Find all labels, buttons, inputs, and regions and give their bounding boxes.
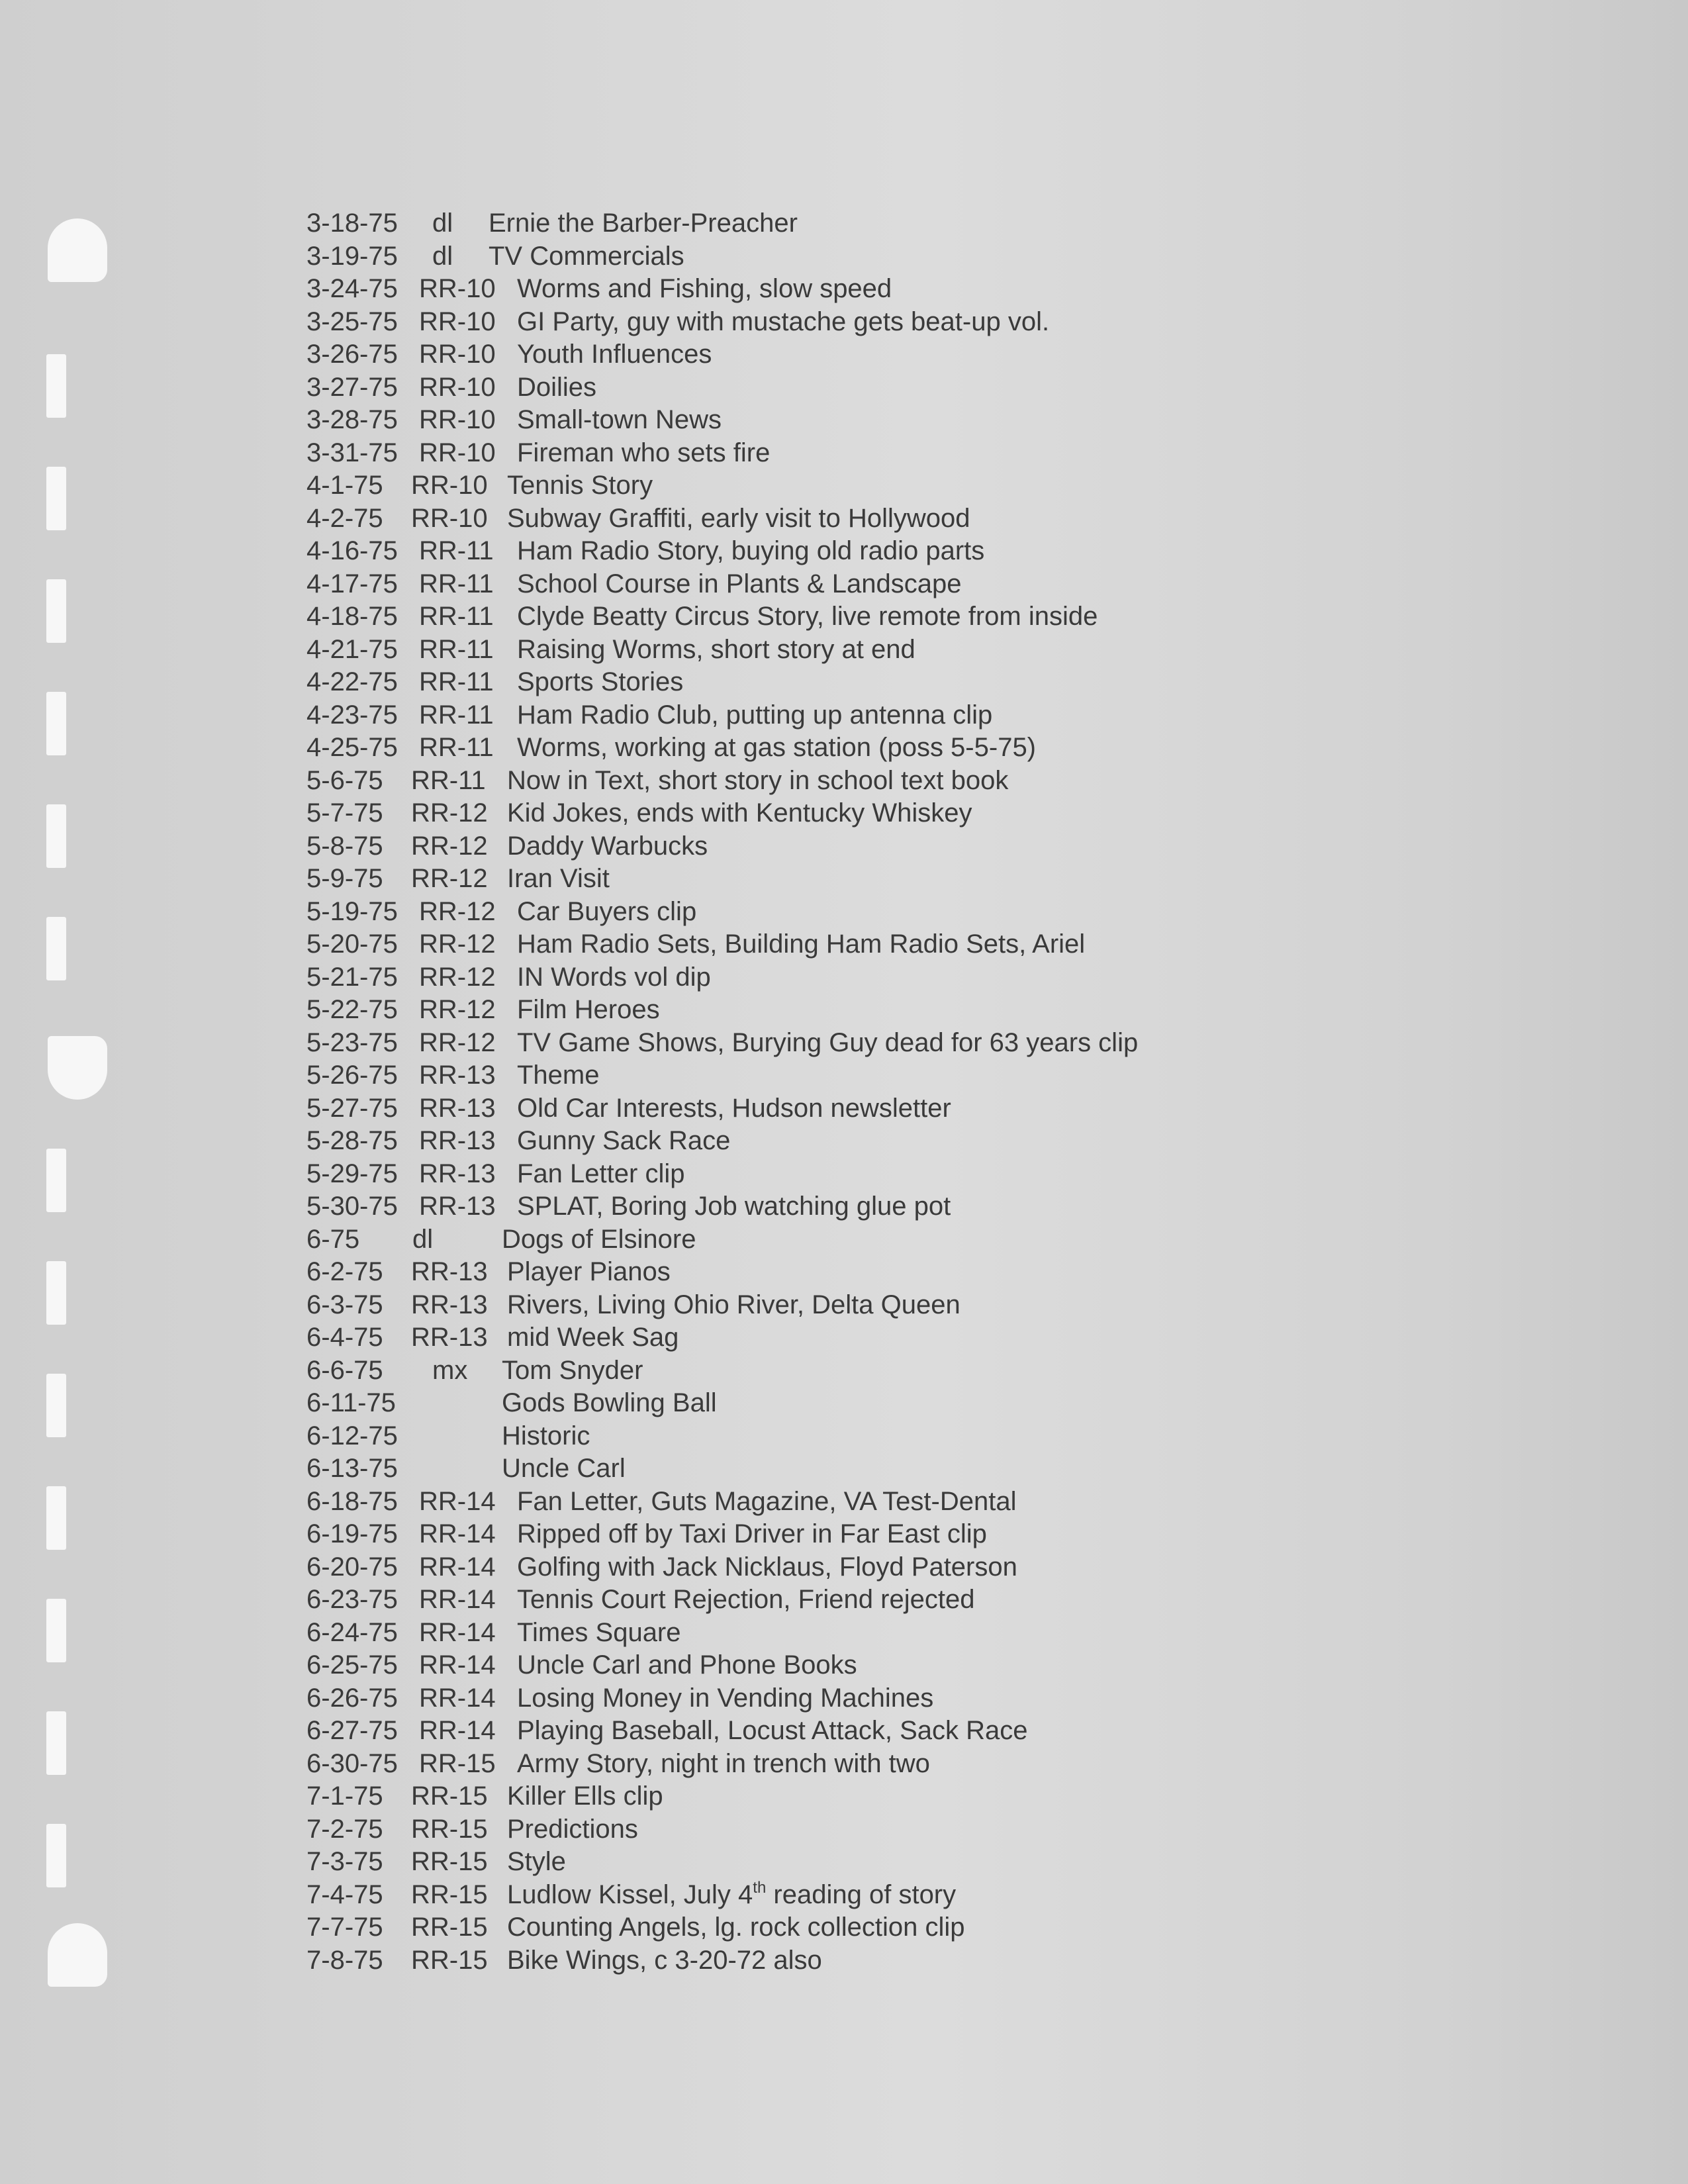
entry-date: 4-1-75 — [306, 471, 383, 500]
entry-description: Worms and Fishing, slow speed — [517, 274, 892, 303]
entry-code: dl — [432, 241, 453, 271]
entry-date: 5-7-75 — [306, 798, 383, 828]
binder-hole — [46, 1486, 66, 1550]
entry-code: RR-13 — [411, 1257, 488, 1286]
entry-code: RR-12 — [419, 896, 496, 926]
entry-description-text: Ludlow Kissel, July 4 — [507, 1879, 753, 1909]
entry-date: 6-20-75 — [306, 1552, 398, 1582]
entry-date: 5-28-75 — [306, 1126, 398, 1155]
entry-code: RR-12 — [411, 798, 488, 828]
entry-description: Golfing with Jack Nicklaus, Floyd Paterson — [517, 1552, 1017, 1582]
log-entry — [306, 502, 1564, 536]
log-entry — [306, 207, 1564, 240]
entry-date: 6-2-75 — [306, 1257, 383, 1286]
log-entry — [306, 1944, 1564, 1977]
entry-code: mx — [432, 1355, 468, 1385]
binder-hole — [46, 804, 66, 868]
entry-description: Ripped off by Taxi Driver in Far East clip — [517, 1519, 987, 1548]
entry-date: 5-27-75 — [306, 1093, 398, 1123]
entry-description: Doilies — [517, 372, 597, 402]
binder-hole — [46, 1824, 66, 1887]
entry-description: IN Words vol dip — [517, 962, 711, 992]
entry-description: Bike Wings, c 3-20-72 also — [507, 1945, 822, 1975]
log-entry — [306, 961, 1564, 994]
entry-code: RR-12 — [419, 995, 496, 1024]
binder-hole — [46, 467, 66, 530]
entry-description — [507, 1879, 956, 1912]
entry-date: 6-12-75 — [306, 1421, 398, 1450]
entry-date: 4-2-75 — [306, 503, 383, 533]
entry-date: 3-27-75 — [306, 372, 398, 402]
entry-date: 3-31-75 — [306, 438, 398, 467]
log-entry — [306, 1879, 1564, 1912]
log-entry — [306, 1715, 1564, 1748]
log-entry — [306, 1387, 1564, 1420]
entry-date: 4-17-75 — [306, 569, 398, 598]
entry-date: 3-19-75 — [306, 241, 398, 271]
entry-code: dl — [432, 209, 453, 238]
entry-date: 3-25-75 — [306, 307, 398, 336]
log-entry — [306, 994, 1564, 1027]
entry-code: RR-11 — [419, 569, 494, 598]
entry-date: 4-22-75 — [306, 667, 398, 696]
entry-date: 5-22-75 — [306, 995, 398, 1024]
entry-code: RR-15 — [411, 1879, 488, 1909]
log-entry — [306, 863, 1564, 896]
entry-description: Fireman who sets fire — [517, 438, 771, 467]
entry-code: RR-12 — [419, 962, 496, 992]
log-entry-list — [306, 207, 1564, 1977]
log-entry — [306, 765, 1564, 798]
entry-date: 7-2-75 — [306, 1814, 383, 1844]
log-entry — [306, 1846, 1564, 1879]
entry-code: RR-13 — [411, 1290, 488, 1319]
binder-hole — [46, 1599, 66, 1662]
entry-code: RR-12 — [411, 831, 488, 861]
entry-description: Now in Text, short story in school text book — [507, 765, 1009, 795]
log-entry — [306, 1486, 1564, 1519]
log-entry — [306, 699, 1564, 732]
entry-code: RR-13 — [419, 1192, 496, 1221]
entry-date: 6-11-75 — [306, 1388, 396, 1417]
log-entry — [306, 1420, 1564, 1453]
entry-code: RR-11 — [419, 634, 494, 664]
log-entry — [306, 535, 1564, 568]
entry-date: 6-6-75 — [306, 1355, 383, 1385]
entry-description: Gods Bowling Ball — [502, 1388, 717, 1417]
log-entry — [306, 1780, 1564, 1813]
entry-description: Clyde Beatty Circus Story, live remote from inside — [517, 602, 1098, 631]
entry-code: RR-11 — [419, 667, 494, 696]
entry-code: RR-10 — [411, 503, 488, 533]
entry-date: 4-23-75 — [306, 700, 398, 730]
binder-hole-top — [48, 218, 107, 282]
entry-code: RR-12 — [419, 929, 496, 959]
entry-date: 5-30-75 — [306, 1192, 398, 1221]
log-entry — [306, 1321, 1564, 1354]
binder-hole — [46, 354, 66, 418]
log-entry — [306, 1256, 1564, 1289]
entry-code: RR-13 — [419, 1126, 496, 1155]
log-entry — [306, 1649, 1564, 1682]
log-entry — [306, 1584, 1564, 1617]
entry-date: 7-1-75 — [306, 1781, 383, 1811]
entry-description: TV Commercials — [489, 241, 684, 271]
entry-code: RR-10 — [411, 471, 488, 500]
entry-date: 5-8-75 — [306, 831, 383, 861]
entry-date: 6-18-75 — [306, 1486, 398, 1516]
entry-code: RR-11 — [419, 700, 494, 730]
entry-code: RR-14 — [419, 1683, 496, 1713]
log-entry — [306, 371, 1564, 404]
entry-date: 6-75 — [306, 1224, 360, 1254]
entry-code: RR-13 — [419, 1093, 496, 1123]
entry-code: RR-11 — [419, 602, 494, 631]
entry-description: TV Game Shows, Burying Guy dead for 63 years clip — [517, 1027, 1139, 1057]
entry-description: Worms, working at gas station (poss 5-5-75) — [517, 733, 1037, 762]
log-entry — [306, 1617, 1564, 1650]
log-entry — [306, 1813, 1564, 1846]
entry-date: 7-3-75 — [306, 1847, 383, 1876]
entry-code: RR-12 — [419, 1027, 496, 1057]
log-entry — [306, 1354, 1564, 1388]
log-entry — [306, 306, 1564, 339]
entry-description: Gunny Sack Race — [517, 1126, 731, 1155]
binder-hole-middle — [48, 1036, 107, 1100]
entry-description: Daddy Warbucks — [507, 831, 708, 861]
entry-code: RR-14 — [419, 1617, 496, 1647]
entry-code: RR-14 — [419, 1716, 496, 1745]
entry-description: Times Square — [517, 1617, 681, 1647]
entry-description: Ham Radio Club, putting up antenna clip — [517, 700, 993, 730]
log-entry — [306, 1125, 1564, 1158]
entry-description-text: reading of story — [766, 1879, 957, 1909]
entry-description: Historic — [502, 1421, 590, 1450]
entry-description: Army Story, night in trench with two — [517, 1748, 930, 1778]
log-entry — [306, 1452, 1564, 1486]
entry-date: 6-25-75 — [306, 1650, 398, 1680]
log-entry — [306, 896, 1564, 929]
entry-description: Kid Jokes, ends with Kentucky Whiskey — [507, 798, 972, 828]
log-entry — [306, 1027, 1564, 1060]
entry-description: Uncle Carl and Phone Books — [517, 1650, 857, 1680]
log-entry — [306, 568, 1564, 601]
entry-description: Fan Letter, Guts Magazine, VA Test-Dental — [517, 1486, 1017, 1516]
entry-description: Raising Worms, short story at end — [517, 634, 915, 664]
log-entry — [306, 1190, 1564, 1223]
entry-description: Player Pianos — [507, 1257, 671, 1286]
entry-date: 4-21-75 — [306, 634, 398, 664]
entry-code: RR-15 — [411, 1781, 488, 1811]
entry-description: GI Party, guy with mustache gets beat-up vol. — [517, 307, 1050, 336]
entry-date: 7-7-75 — [306, 1913, 383, 1942]
entry-description-superscript: th — [753, 1878, 767, 1897]
entry-code: dl — [412, 1224, 434, 1254]
entry-code: RR-10 — [419, 307, 496, 336]
entry-code: RR-14 — [419, 1486, 496, 1516]
entry-description: Iran Visit — [507, 864, 610, 893]
log-entry — [306, 1158, 1564, 1191]
entry-description: Predictions — [507, 1814, 638, 1844]
log-entry — [306, 404, 1564, 437]
entry-date: 6-19-75 — [306, 1519, 398, 1548]
entry-code: RR-14 — [419, 1585, 496, 1614]
entry-description: Film Heroes — [517, 995, 660, 1024]
entry-description: Style — [507, 1847, 566, 1876]
log-entry — [306, 732, 1564, 765]
log-entry — [306, 1551, 1564, 1584]
entry-code: RR-15 — [419, 1748, 496, 1778]
entry-description: Rivers, Living Ohio River, Delta Queen — [507, 1290, 961, 1319]
entry-date: 4-18-75 — [306, 602, 398, 631]
entry-date: 3-26-75 — [306, 340, 398, 369]
entry-code: RR-12 — [411, 864, 488, 893]
log-entry — [306, 928, 1564, 961]
entry-description: Car Buyers clip — [517, 896, 697, 926]
entry-date: 6-26-75 — [306, 1683, 398, 1713]
entry-code: RR-13 — [411, 1323, 488, 1352]
log-entry — [306, 1682, 1564, 1715]
entry-code: RR-15 — [411, 1945, 488, 1975]
log-entry — [306, 338, 1564, 371]
entry-date: 6-30-75 — [306, 1748, 398, 1778]
entry-code: RR-11 — [419, 536, 494, 565]
entry-date: 6-3-75 — [306, 1290, 383, 1319]
log-entry — [306, 1748, 1564, 1781]
entry-date: 6-27-75 — [306, 1716, 398, 1745]
entry-description: Killer Ells clip — [507, 1781, 663, 1811]
entry-code: RR-11 — [411, 765, 486, 795]
entry-date: 5-20-75 — [306, 929, 398, 959]
entry-description: Small-town News — [517, 405, 722, 434]
entry-date: 5-23-75 — [306, 1027, 398, 1057]
entry-code: RR-14 — [419, 1552, 496, 1582]
entry-date: 3-28-75 — [306, 405, 398, 434]
binder-hole — [46, 692, 66, 755]
log-entry — [306, 600, 1564, 634]
entry-code: RR-10 — [419, 372, 496, 402]
entry-description: Playing Baseball, Locust Attack, Sack Race — [517, 1716, 1028, 1745]
entry-date: 3-18-75 — [306, 209, 398, 238]
entry-date: 5-21-75 — [306, 962, 398, 992]
binder-hole — [46, 1374, 66, 1437]
entry-description: Old Car Interests, Hudson newsletter — [517, 1093, 951, 1123]
log-entry — [306, 1911, 1564, 1944]
log-entry — [306, 666, 1564, 699]
entry-description: Uncle Carl — [502, 1454, 626, 1483]
entry-code: RR-13 — [419, 1159, 496, 1188]
entry-description: Sports Stories — [517, 667, 684, 696]
entry-code: RR-10 — [419, 405, 496, 434]
log-entry — [306, 1223, 1564, 1257]
entry-code: RR-10 — [419, 438, 496, 467]
entry-description: Fan Letter clip — [517, 1159, 685, 1188]
entry-date: 5-29-75 — [306, 1159, 398, 1188]
entry-date: 6-13-75 — [306, 1454, 398, 1483]
entry-description: Tennis Story — [507, 471, 653, 500]
entry-description: Theme — [517, 1061, 600, 1090]
entry-code: RR-14 — [419, 1519, 496, 1548]
entry-date: 6-24-75 — [306, 1617, 398, 1647]
entry-date: 6-4-75 — [306, 1323, 383, 1352]
binder-hole — [46, 1261, 66, 1325]
entry-date: 3-24-75 — [306, 274, 398, 303]
entry-date: 5-26-75 — [306, 1061, 398, 1090]
entry-date: 4-25-75 — [306, 733, 398, 762]
entry-description: Ham Radio Story, buying old radio parts — [517, 536, 985, 565]
entry-code: RR-14 — [419, 1650, 496, 1680]
entry-date: 4-16-75 — [306, 536, 398, 565]
log-entry — [306, 797, 1564, 830]
entry-date: 5-19-75 — [306, 896, 398, 926]
binder-hole — [46, 1149, 66, 1212]
entry-description: mid Week Sag — [507, 1323, 679, 1352]
log-entry — [306, 1059, 1564, 1092]
entry-code: RR-10 — [419, 340, 496, 369]
log-entry — [306, 1092, 1564, 1125]
entry-description: Tom Snyder — [502, 1355, 643, 1385]
log-entry — [306, 634, 1564, 667]
log-entry — [306, 1289, 1564, 1322]
entry-description: Dogs of Elsinore — [502, 1224, 696, 1254]
log-entry — [306, 437, 1564, 470]
entry-description: Counting Angels, lg. rock collection clip — [507, 1913, 965, 1942]
entry-code: RR-10 — [419, 274, 496, 303]
entry-date: 5-6-75 — [306, 765, 383, 795]
log-entry — [306, 830, 1564, 863]
binder-hole-bottom — [48, 1923, 107, 1987]
entry-code: RR-15 — [411, 1814, 488, 1844]
log-entry — [306, 240, 1564, 273]
entry-description: Tennis Court Rejection, Friend rejected — [517, 1585, 975, 1614]
entry-date: 7-8-75 — [306, 1945, 383, 1975]
binder-hole — [46, 917, 66, 980]
entry-description: Losing Money in Vending Machines — [517, 1683, 934, 1713]
entry-code: RR-15 — [411, 1847, 488, 1876]
entry-description: Youth Influences — [517, 340, 712, 369]
log-entry — [306, 1518, 1564, 1551]
entry-description: Subway Graffiti, early visit to Hollywood — [507, 503, 970, 533]
binder-hole — [46, 579, 66, 643]
entry-code: RR-11 — [419, 733, 494, 762]
entry-date: 5-9-75 — [306, 864, 383, 893]
entry-code: RR-13 — [419, 1061, 496, 1090]
entry-description: School Course in Plants & Landscape — [517, 569, 962, 598]
log-entry — [306, 469, 1564, 502]
entry-date: 6-23-75 — [306, 1585, 398, 1614]
entry-description: Ham Radio Sets, Building Ham Radio Sets, Ariel — [517, 929, 1086, 959]
entry-date: 7-4-75 — [306, 1879, 383, 1909]
entry-description: Ernie the Barber-Preacher — [489, 209, 798, 238]
entry-code: RR-15 — [411, 1913, 488, 1942]
log-entry — [306, 273, 1564, 306]
binder-hole — [46, 1711, 66, 1775]
entry-description: SPLAT, Boring Job watching glue pot — [517, 1192, 951, 1221]
